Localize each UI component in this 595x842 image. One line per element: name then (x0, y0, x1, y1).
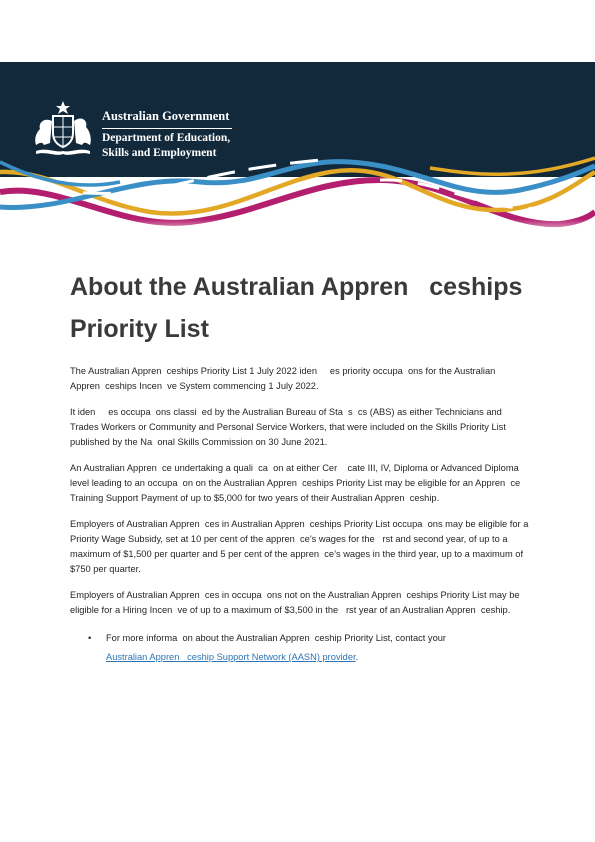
government-logo (30, 99, 250, 169)
coat-of-arms-icon (30, 99, 96, 161)
list-item (70, 629, 530, 667)
paragraph-wage-subsidy: Employers of Australian Appren ces in Australian Appren ceships Priority List occupa ons may be eligible for a Priority Wage Subsidy, set at 10 per cent of the appren ce’s wages for the rst and second year, of up to a maximum of $1,500 per quarter and 5 per cent of the appren ce’s wages in the third year, up to a maximum of $750 per quarter. (70, 519, 529, 574)
government-name: Australian Government (102, 109, 230, 123)
logo-divider (102, 128, 232, 129)
info-list (70, 629, 530, 667)
paragraph-identification: It iden es occupa ons classi ed by the Australian Bureau of Sta s cs (ABS) as either Technicians and Trades Workers or Community and Personal Service Workers, that were included on the Skills Priority List published by the Na onal Skills Commission on 30 June 2021. (70, 407, 506, 447)
header-banner (0, 62, 595, 237)
bullet-period: . (355, 652, 359, 662)
paragraph-intro: The Australian Appren ceships Priority List 1 July 2022 iden es priority occupa ons for the Australian Appren ceships Incen ve System commencing 1 July 2022. (70, 366, 496, 391)
bullet-text: For more informa on about the Australian Appren ceship Priority List, contact your (106, 633, 447, 643)
paragraph-training-support: An Australian Appren ce undertaking a quali ca on at either Cer cate III, IV, Diploma or Advanced Diploma level leading to an occupa on on the Australian Appren ceships Priority List may be eligible for an Appren ce Training Support Payment of up to $5,000 for two years of their Australian Appren ceship. (70, 463, 521, 503)
header-fade (0, 219, 595, 237)
department-name-line-2: Skills and Employment (102, 147, 217, 159)
body-text (70, 364, 530, 667)
department-name-line-1: Department of Education, (102, 132, 231, 144)
aasn-provider-link[interactable]: Australian Appren ceship Support Network (AASN) provider (106, 652, 356, 662)
paragraph-hiring-incentive: Employers of Australian Appren ces in occupa ons not on the Australian Appren ceships Priority List may be eligible for a Hiring Incen ve of up to a maximum of $3,500 in the rst year of an Australian Appren ceship. (70, 590, 520, 615)
page-title: About the Australian Appren ceships Priority List (70, 273, 523, 343)
